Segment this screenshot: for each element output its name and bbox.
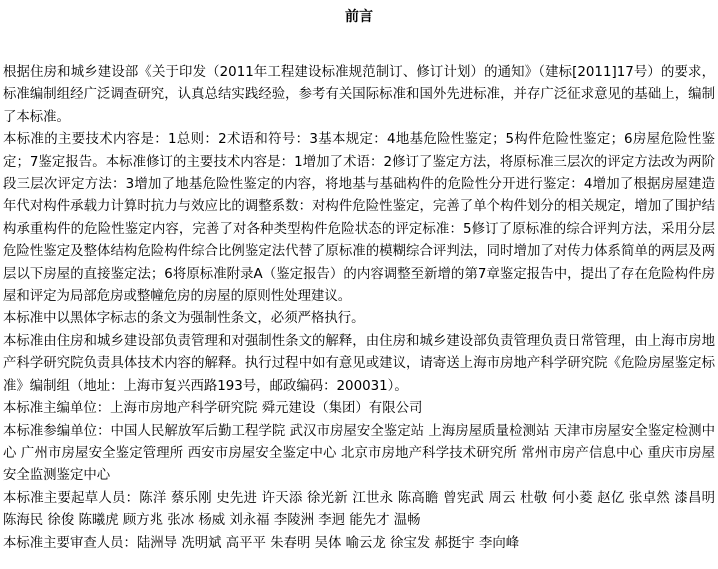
paragraph-mandatory-clauses: 本标准中以黑体字标志的条文为强制性条文，必须严格执行。: [3, 311, 365, 327]
paragraph-main-drafters: 本标准主要起草人员：陈洋 蔡乐刚 史先进 许天添 徐光新 江世永 陈高瞻 曾宪武 周云 杜敬 何小菱 赵亿 张卓然 漆昌明 陈海民 徐俊 陈曦虎 顾方兆 张冰 杨威 刘永福 李陵洲 李迥 能先才 温畅: [3, 490, 715, 529]
document-body: [3, 62, 715, 555]
paragraph-intro: 根据住房和城乡建设部《关于印发（2011年工程建设标准规范制订、修订计划）的通知》（建标[2011]17号）的要求，标准编制组经广泛调查研究，认真总结实践经验，参考有关国际标准和国外先进标准，并存广泛征求意见的基础上，编制了本标准。: [3, 65, 715, 125]
paragraph-technical-content: 本标准的主要技术内容是：1总则：2术语和符号：3基本规定：4地基危险性鉴定；5构件危险性鉴定；6房屋危险性鉴定；7鉴定报告。本标准修订的主要技术内容是：1增加了术语：2修订了鉴定方法，将原标准三层次的评定方法改为两阶段三层次评定方法：3增加了地基危险性鉴定的内容，将地基与基础构件的危险性分开进行鉴定：4增加了根据房屋建造年代对构件承载力计算时抗力与效应比的调整系数：对构件危险性鉴定，完善了单个构件划分的相关规定，增加了围护结构承重构件的危险性鉴定内容，完善了对各种类型构件危险状态的评定标准：5修订了原标准的综合评判方法，采用分层危险性鉴定及整体结构危险构件综合比例鉴定法代替了原标准的模糊综合评判法，同时增加了对传力体系简单的两层及两层以下房屋的直接鉴定法；6将原标准附录A（鉴定报告）的内容调整至新增的第7章鉴定报告中，提出了存在危险构件房屋和评定为局部危房或整幢危房的房屋的原则性处理建议。: [3, 132, 715, 305]
paragraph-management-contact: 本标准由住房和城乡建设部负责管理和对强制性条文的解释，由住房和城乡建设部负责管理负责日常管理，由上海市房地产科学研究院负责具体技术内容的解释。执行过程中如有意见或建议，请寄送上海市房地产科学研究院《危险房屋鉴定标准》编制组（地址：上海市复兴西路193号，邮政编码：200031）。: [3, 333, 715, 394]
page-title: 前言: [345, 9, 373, 25]
paragraph-participating-units: 本标准参编单位：中国人民解放军后勤工程学院 武汉市房屋安全鉴定站 上海房屋质量检测站 天津市房屋安全鉴定检测中心 广州市房屋安全鉴定管理所 西安市房屋安全鉴定中心 北京市房地产科学技术研究所 常州市房产信息中心 重庆市房屋安全监测鉴定中心: [3, 423, 715, 484]
paragraph-main-reviewers: 本标准主要审查人员：陆洲导 冼明斌 高平平 朱春明 吴体 喻云龙 徐宝发 郝挺宇 李向峰: [3, 535, 520, 551]
paragraph-chief-editing-unit: 本标准主编单位：上海市房地产科学研究院 舜元建设（集团）有限公司: [3, 401, 423, 417]
